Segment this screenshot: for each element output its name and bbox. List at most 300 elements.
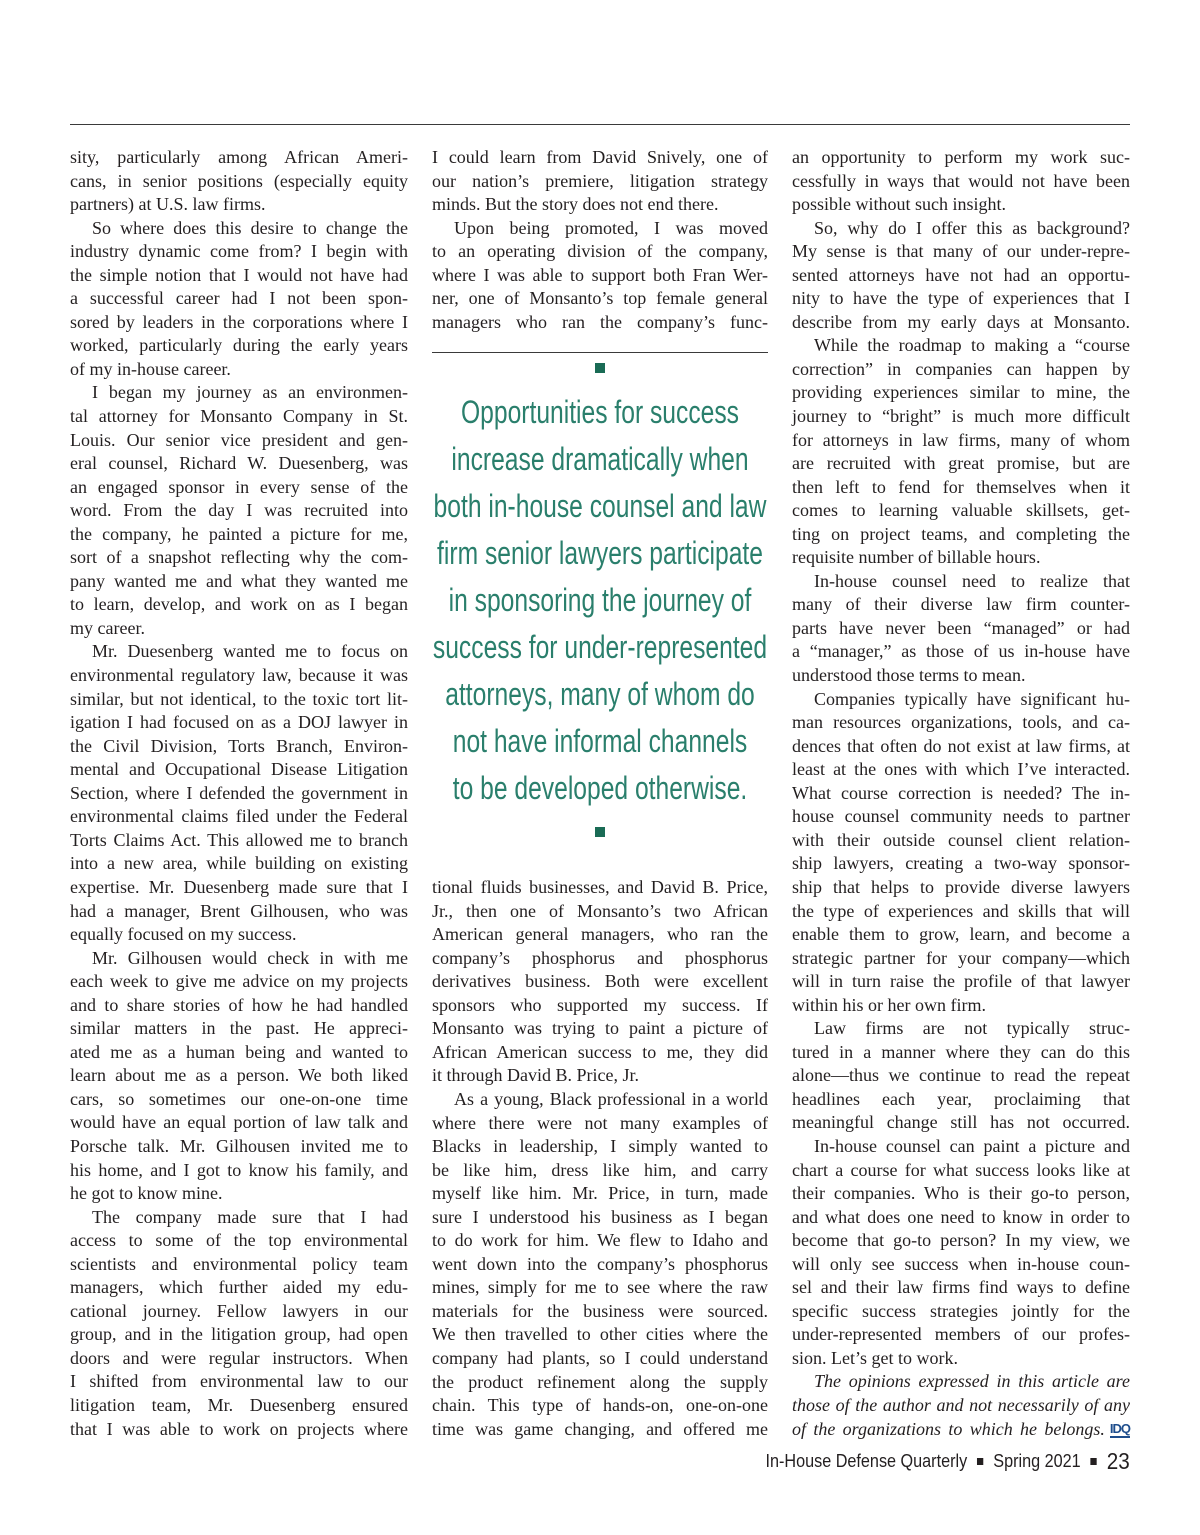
text-line-content: cars, so sometimes our one-on-one time xyxy=(70,1088,408,1109)
publication-name: In-House Defense Quarterly xyxy=(765,1451,968,1471)
text-line-content: sort of a snapshot reflecting why the com- xyxy=(70,547,408,568)
header-rule xyxy=(70,124,1130,125)
pull-quote-line: success for under-represented xyxy=(432,629,768,666)
text-line-content: As a young, Black professional in a world xyxy=(454,1088,768,1109)
text-line xyxy=(792,688,1130,712)
text-line xyxy=(432,923,768,947)
text-line xyxy=(70,1159,408,1183)
text-line xyxy=(792,476,1130,500)
text-line-content: had a manager, Brent Gilhousen, who was xyxy=(70,900,408,921)
text-line-content: to do work for him. We flew to Idaho and xyxy=(432,1230,768,1251)
text-line-content: Louis. Our senior vice president and gen- xyxy=(70,429,408,450)
text-line xyxy=(70,1347,408,1371)
text-line xyxy=(70,1017,408,1041)
text-line-content: cessfully in ways that would not have been xyxy=(792,170,1130,191)
text-line-content: man resources organizations, tools, and ca- xyxy=(792,712,1130,733)
separator-square-icon xyxy=(977,1458,983,1465)
text-line xyxy=(70,240,408,264)
text-line xyxy=(70,217,408,241)
text-line xyxy=(70,1276,408,1300)
text-line-content: sored by leaders in the corporations where I xyxy=(70,311,408,332)
text-line-content: an engaged sponsor in every sense of the xyxy=(70,476,408,497)
text-line xyxy=(792,1394,1130,1418)
text-line xyxy=(70,358,408,382)
text-line xyxy=(70,1088,408,1112)
text-line xyxy=(70,405,408,429)
text-line xyxy=(792,1229,1130,1253)
text-line-content: be like him, dress like him, and carry xyxy=(432,1159,768,1180)
text-line xyxy=(792,1041,1130,1065)
text-line xyxy=(792,735,1130,759)
text-line xyxy=(70,1206,408,1230)
text-line xyxy=(432,1206,768,1230)
text-line-content: Torts Claims Act. This allowed me to branch xyxy=(70,829,408,850)
text-line-content: In-house counsel need to realize that xyxy=(814,570,1130,591)
text-line-content: I could learn from David Snively, one of xyxy=(432,147,768,167)
text-line-content: would have an equal portion of law talk and xyxy=(70,1112,408,1133)
text-line-content: mines, simply for me to see where the raw xyxy=(432,1277,768,1298)
text-line-content: those of the author and not necessarily of any xyxy=(792,1394,1130,1415)
pull-quote-line: both in-house counsel and law xyxy=(433,488,767,525)
text-line xyxy=(432,1371,768,1395)
pull-quote xyxy=(432,334,768,876)
text-line xyxy=(792,970,1130,994)
text-line-content: worked, particularly during the early years xyxy=(70,335,408,356)
text-line-content: possible without such insight. xyxy=(792,194,1007,215)
text-line xyxy=(792,452,1130,476)
text-line xyxy=(70,1394,408,1418)
text-line-content: litigation team, Mr. Duesenberg ensured xyxy=(70,1394,408,1415)
text-line-content: pany wanted me and what they wanted me xyxy=(70,570,408,591)
text-line-content: are recruited with great promise, but are xyxy=(792,453,1130,474)
text-line-content: and to share stories of how he had handled xyxy=(70,994,408,1015)
text-line-content: chain. This type of hands-on, one-on-one xyxy=(432,1395,768,1416)
article-column-3 xyxy=(792,146,1130,1441)
text-line-content: American general managers, who ran the xyxy=(432,924,768,945)
text-line-content: become that go-to person? In my view, we xyxy=(792,1230,1130,1251)
text-line xyxy=(70,452,408,476)
text-line xyxy=(70,381,408,405)
text-line xyxy=(70,1229,408,1253)
text-line-content: my career. xyxy=(70,617,145,638)
text-line-content: then left to fend for themselves when it xyxy=(792,476,1130,497)
text-line-content: dences that often do not exist at law firms, at xyxy=(792,735,1130,756)
text-line-content: the type of experiences and skills that will xyxy=(792,900,1130,921)
text-line-content: minds. But the story does not end there. xyxy=(432,194,719,215)
text-line-content: Blacks in leadership, I simply wanted to xyxy=(432,1136,768,1157)
text-line xyxy=(792,876,1130,900)
text-line-content: scientists and environmental policy team xyxy=(70,1253,408,1274)
text-line xyxy=(792,1253,1130,1277)
text-line-content: sel and their law firms find ways to define xyxy=(792,1277,1130,1298)
text-line xyxy=(792,170,1130,194)
text-line-content: My sense is that many of our under-repre- xyxy=(792,241,1130,262)
text-line-content: comes to learning valuable skillsets, get- xyxy=(792,500,1130,521)
text-line-content: his home, and I got to know his family, and xyxy=(70,1159,408,1180)
text-line xyxy=(70,947,408,971)
text-line xyxy=(432,1394,768,1418)
text-line-content: managers, which further aided my edu- xyxy=(70,1277,408,1298)
text-line xyxy=(70,523,408,547)
text-line xyxy=(70,1370,408,1394)
text-line-content: will in turn raise the profile of that lawyer xyxy=(792,971,1130,992)
text-line xyxy=(792,1088,1130,1112)
text-line-content: within his or her own firm. xyxy=(792,994,986,1015)
text-line-content: company’s phosphorus and phosphorus xyxy=(432,947,768,968)
text-line-content: understood those terms to mean. xyxy=(792,665,1026,686)
text-line-content: similar matters in the past. He appreci- xyxy=(70,1018,408,1039)
text-line-content: Section, where I defended the government in xyxy=(70,782,408,803)
pull-quote-line: not have informal channels xyxy=(452,723,748,760)
article-column-1 xyxy=(70,146,408,1441)
text-line-content: I began my journey as an environmen- xyxy=(92,382,408,403)
text-line xyxy=(70,287,408,311)
pull-quote-line: attorneys, many of whom do xyxy=(445,676,755,713)
text-line-content: learn about me as a person. We both liked xyxy=(70,1065,408,1086)
text-line-content: of the organizations to which he belongs. xyxy=(792,1418,1105,1439)
text-line-content: The company made sure that I had xyxy=(92,1206,408,1227)
text-line-content: African American success to me, they did xyxy=(432,1041,768,1062)
text-line xyxy=(792,711,1130,735)
text-line xyxy=(432,170,768,194)
text-line-content: partners) at U.S. law firms. xyxy=(70,194,266,215)
pull-quote-line: firm senior lawyers participate xyxy=(437,535,763,572)
text-line xyxy=(70,429,408,453)
text-line xyxy=(432,876,768,900)
text-line xyxy=(70,476,408,500)
text-line xyxy=(70,994,408,1018)
text-line-content: similar, but not identical, to the toxic tort lit- xyxy=(70,688,408,709)
text-line xyxy=(792,900,1130,924)
text-line xyxy=(70,570,408,594)
text-line xyxy=(792,1370,1130,1394)
text-line xyxy=(70,334,408,358)
text-line-content: a successful career had I not been spon- xyxy=(70,288,408,309)
text-line-content: the product refinement along the supply xyxy=(432,1371,768,1392)
text-line-content: the company, he painted a picture for me, xyxy=(70,523,408,544)
text-line xyxy=(792,664,1130,688)
text-line xyxy=(70,1323,408,1347)
text-line xyxy=(792,1182,1130,1206)
text-line xyxy=(70,758,408,782)
text-line xyxy=(792,1159,1130,1183)
text-line xyxy=(792,217,1130,241)
text-line xyxy=(432,970,768,994)
text-line xyxy=(792,146,1130,170)
text-line xyxy=(432,1182,768,1206)
text-line xyxy=(792,923,1130,947)
text-line-content: Mr. Gilhousen would check in with me xyxy=(92,947,408,968)
text-line-content: and what does one need to know in order to xyxy=(792,1206,1130,1227)
text-line xyxy=(432,994,768,1018)
text-line xyxy=(432,947,768,971)
text-line xyxy=(792,570,1130,594)
issue-date: Spring 2021 xyxy=(993,1451,1081,1471)
text-line xyxy=(792,334,1130,358)
text-line-content: journey to “bright” is much more difficult xyxy=(792,406,1130,427)
text-line xyxy=(70,829,408,853)
text-line-content: headlines each year, proclaiming that xyxy=(792,1088,1130,1109)
text-line-content: Mr. Duesenberg wanted me to focus on xyxy=(92,641,408,662)
text-line xyxy=(792,1418,1130,1442)
text-line-content: ner, one of Monsanto’s top female general xyxy=(432,288,768,309)
text-line-content: materials for the business were sourced. xyxy=(432,1300,768,1321)
text-line xyxy=(70,970,408,994)
page-number: 23 xyxy=(1106,1448,1130,1474)
article-column-2-bottom xyxy=(432,876,768,1441)
text-line xyxy=(432,900,768,924)
text-line xyxy=(432,1418,768,1442)
text-line xyxy=(70,876,408,900)
text-line xyxy=(70,688,408,712)
text-line xyxy=(792,829,1130,853)
text-line xyxy=(70,1135,408,1159)
text-line-content: an opportunity to perform my work suc- xyxy=(792,147,1130,167)
text-line-content: In-house counsel can paint a picture and xyxy=(814,1135,1130,1156)
text-line xyxy=(792,852,1130,876)
text-line-content: tured in a manner where they can do this xyxy=(792,1041,1130,1062)
text-line xyxy=(70,1253,408,1277)
text-line xyxy=(792,1323,1130,1347)
text-line xyxy=(792,758,1130,782)
text-line xyxy=(70,546,408,570)
text-line-content: he got to know mine. xyxy=(70,1183,223,1204)
text-line xyxy=(432,264,768,288)
text-line xyxy=(70,805,408,829)
text-line-content: sponsors who supported my success. If xyxy=(432,994,768,1015)
text-line xyxy=(70,735,408,759)
text-line xyxy=(792,358,1130,382)
text-line xyxy=(70,193,408,217)
text-line-content: will only see success when in-house coun- xyxy=(792,1253,1130,1274)
text-line-content: to learn, develop, and work on as I began xyxy=(70,594,408,615)
text-line-content: igation I had focused on as a DOJ lawyer in xyxy=(70,712,408,733)
page-footer xyxy=(766,1448,1130,1474)
text-line-content: cans, in senior positions (especially equity xyxy=(70,170,408,191)
text-line xyxy=(792,1206,1130,1230)
text-line-content: under-represented members of our profes- xyxy=(792,1324,1130,1345)
text-line-content: ated me as a human being and wanted to xyxy=(70,1041,408,1062)
text-line xyxy=(792,1300,1130,1324)
text-line xyxy=(792,1064,1130,1088)
text-line-content: each week to give me advice on my projects xyxy=(70,971,408,992)
text-line-content: that I was able to work on projects where xyxy=(70,1418,408,1439)
pull-quote-top-square-icon xyxy=(595,363,605,373)
text-line xyxy=(432,1135,768,1159)
text-line-content: environmental regulatory law, because it was xyxy=(70,665,408,686)
text-line xyxy=(432,1159,768,1183)
text-line-content: their companies. Who is their go-to person, xyxy=(792,1183,1130,1204)
text-line-content: Porsche talk. Mr. Gilhousen invited me to xyxy=(70,1135,408,1156)
text-line-content: tional fluids businesses, and David B. Price, xyxy=(432,877,768,898)
text-line-content: it through David B. Price, Jr. xyxy=(432,1065,639,1086)
text-line xyxy=(792,546,1130,570)
text-line xyxy=(70,1041,408,1065)
text-line-content: where there were not many examples of xyxy=(432,1112,768,1133)
text-line xyxy=(70,593,408,617)
text-line-content: with their outside counsel client relation- xyxy=(792,829,1130,850)
text-line xyxy=(432,1088,768,1112)
text-line xyxy=(792,782,1130,806)
text-line xyxy=(792,311,1130,335)
pull-quote-text xyxy=(424,389,775,812)
text-line-content: So, why do I offer this as background? xyxy=(814,217,1130,238)
text-line xyxy=(70,923,408,947)
text-line xyxy=(432,1323,768,1347)
separator-square-icon xyxy=(1091,1458,1097,1465)
text-line xyxy=(70,311,408,335)
text-line-content: ship lawyers, creating a two-way sponsor- xyxy=(792,853,1130,874)
text-line xyxy=(70,900,408,924)
text-line xyxy=(792,640,1130,664)
text-line-content: cational journey. Fellow lawyers in our xyxy=(70,1300,408,1321)
text-line xyxy=(432,1229,768,1253)
text-line-content: sion. Let’s get to work. xyxy=(792,1347,958,1368)
text-line xyxy=(792,429,1130,453)
text-line-content: derivatives business. Both were excellent xyxy=(432,971,768,992)
text-line-content: the Civil Division, Torts Branch, Environ- xyxy=(70,735,408,756)
text-line xyxy=(792,994,1130,1018)
text-line xyxy=(792,499,1130,523)
text-line-content: Jr., then one of Monsanto’s two African xyxy=(432,900,768,921)
text-line xyxy=(70,264,408,288)
text-line xyxy=(70,1111,408,1135)
text-line xyxy=(432,146,768,170)
text-line xyxy=(70,782,408,806)
text-line xyxy=(792,1111,1130,1135)
text-line xyxy=(792,1276,1130,1300)
text-line-content: the simple notion that I would not have had xyxy=(70,264,408,285)
text-line xyxy=(792,193,1130,217)
text-line xyxy=(432,1017,768,1041)
text-line xyxy=(792,1135,1130,1159)
text-line-content: least at the ones with which I’ve interacted. xyxy=(792,759,1130,780)
text-line-content: Monsanto was trying to paint a picture of xyxy=(432,1018,768,1039)
text-line xyxy=(70,146,408,170)
text-line-content: sity, particularly among African Ameri- xyxy=(70,147,408,167)
text-line xyxy=(432,1112,768,1136)
text-line-content: meaningful change still has not occurred. xyxy=(792,1112,1130,1133)
text-line xyxy=(792,287,1130,311)
text-line-content: strategic partner for your company—which xyxy=(792,947,1130,968)
text-line xyxy=(70,640,408,664)
text-line-content: ting on project teams, and completing the xyxy=(792,523,1130,544)
text-line xyxy=(70,1300,408,1324)
text-line xyxy=(70,499,408,523)
text-line-content: alone—thus we continue to read the repeat xyxy=(792,1065,1130,1086)
text-line xyxy=(70,1418,408,1442)
text-line-content: providing experiences similar to mine, the xyxy=(792,382,1130,403)
text-line-content: mental and Occupational Disease Litigation xyxy=(70,759,408,780)
text-line-content: our nation’s premiere, litigation strategy xyxy=(432,170,768,191)
text-line xyxy=(432,1041,768,1065)
text-line-content: parts have never been “managed” or had xyxy=(792,617,1130,638)
text-line-content: went down into the company’s phosphorus xyxy=(432,1253,768,1274)
text-line xyxy=(792,947,1130,971)
text-line-content: environmental claims filed under the Federal xyxy=(70,806,408,827)
text-line-content: requisite number of billable hours. xyxy=(792,547,1041,568)
text-line-content: time was game changing, and offered me xyxy=(432,1418,768,1439)
pull-quote-rule xyxy=(432,352,768,353)
text-line xyxy=(792,617,1130,641)
text-line xyxy=(70,170,408,194)
text-line-content: of my in-house career. xyxy=(70,358,231,379)
text-line xyxy=(432,240,768,264)
text-line xyxy=(792,405,1130,429)
article-column-2-top xyxy=(432,146,768,334)
pull-quote-line: Opportunities for success xyxy=(460,394,739,431)
text-line-content: The opinions expressed in this article are xyxy=(814,1371,1130,1392)
text-line xyxy=(792,1017,1130,1041)
text-line xyxy=(432,287,768,311)
text-line-content: We then travelled to other cities where the xyxy=(432,1324,768,1345)
text-line xyxy=(792,381,1130,405)
text-line-content: ship that helps to provide diverse lawyers xyxy=(792,876,1130,897)
text-line xyxy=(792,240,1130,264)
text-line-content: a “manager,” as those of us in-house have xyxy=(792,641,1130,662)
text-line-content: tal attorney for Monsanto Company in St. xyxy=(70,406,408,427)
text-line-content: nity to have the type of experiences that I xyxy=(792,288,1130,309)
text-line xyxy=(432,1347,768,1371)
text-line xyxy=(432,1300,768,1324)
text-line-content: Law firms are not typically struc- xyxy=(814,1018,1130,1039)
text-line-content: myself like him. Mr. Price, in turn, made xyxy=(432,1183,768,1204)
text-line-content: Upon being promoted, I was moved xyxy=(454,217,768,238)
text-line xyxy=(432,1276,768,1300)
text-line xyxy=(70,711,408,735)
text-line-content: Companies typically have significant hu- xyxy=(814,688,1130,709)
text-line-content: house counsel community needs to partner xyxy=(792,806,1130,827)
text-line-content: While the roadmap to making a “course xyxy=(814,335,1130,356)
text-line xyxy=(70,852,408,876)
text-line-content: doors and were regular instructors. When xyxy=(70,1347,408,1368)
text-line-content: describe from my early days at Monsanto. xyxy=(792,311,1130,332)
text-line-content: managers who ran the company’s func- xyxy=(432,311,768,332)
text-line-content: chart a course for what success looks like at xyxy=(792,1159,1130,1180)
text-line xyxy=(792,264,1130,288)
text-line xyxy=(432,311,768,335)
text-line-content: enable them to grow, learn, and become a xyxy=(792,924,1130,945)
text-line-content: specific success strategies jointly for the xyxy=(792,1300,1130,1321)
text-line-content: expertise. Mr. Duesenberg made sure that I xyxy=(70,876,408,897)
text-line-content: industry dynamic come from? I begin with xyxy=(70,241,408,262)
text-line-content: to an operating division of the company, xyxy=(432,241,768,262)
text-line xyxy=(432,1253,768,1277)
pull-quote-line: in sponsoring the journey of xyxy=(448,582,752,619)
text-line-content: sented attorneys have not had an opportu- xyxy=(792,264,1130,285)
text-line-content: into a new area, while building on existing xyxy=(70,853,408,874)
pull-quote-line: increase dramatically when xyxy=(451,441,749,478)
text-line xyxy=(432,193,768,217)
text-line-content: company had plants, so I could understand xyxy=(432,1347,768,1368)
idq-logo-icon: IDQ xyxy=(1109,1421,1130,1437)
text-line-content: where I was able to support both Fran Wer- xyxy=(432,264,768,285)
text-line xyxy=(70,1182,408,1206)
text-line-content: correction” in companies can happen by xyxy=(792,358,1130,379)
text-line-content: I shifted from environmental law to our xyxy=(70,1371,408,1392)
text-line xyxy=(432,217,768,241)
text-line xyxy=(792,523,1130,547)
pull-quote-bottom-square-icon xyxy=(595,827,605,837)
text-line xyxy=(432,1064,768,1088)
text-line-content: access to some of the top environmental xyxy=(70,1230,408,1251)
text-line xyxy=(70,617,408,641)
text-line-content: sure I understood his business as I began xyxy=(432,1206,768,1227)
text-line xyxy=(792,1347,1130,1371)
text-line-content: eral counsel, Richard W. Duesenberg, was xyxy=(70,453,408,474)
pull-quote-line: to be developed otherwise. xyxy=(452,770,748,807)
text-line-content: equally focused on my success. xyxy=(70,924,297,945)
